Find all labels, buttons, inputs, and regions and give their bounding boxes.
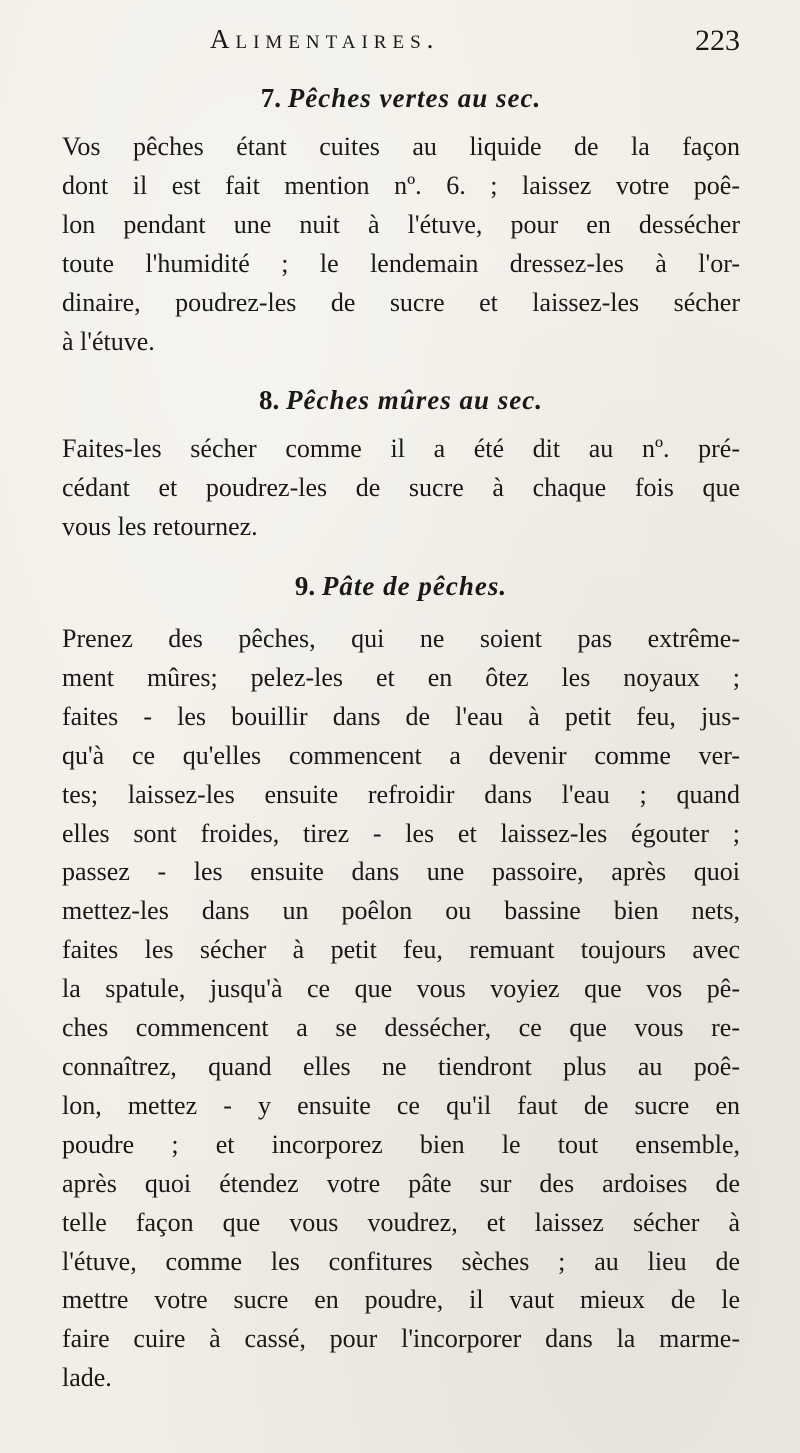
text-line: la spatule, jusqu'à ce que vous voyiez que vos pê-	[62, 974, 740, 1004]
section-number: 7.	[260, 83, 282, 113]
text-line: lon pendant une nuit à l'étuve, pour en dessécher	[62, 209, 740, 239]
text-line: vous les retournez.	[62, 511, 258, 541]
text-line: ment mûres; pelez-les et en ôtez les noyaux ;	[62, 662, 740, 692]
section-number: 8.	[259, 385, 280, 415]
section-paragraph	[62, 430, 740, 547]
section-pate-de-peches	[62, 566, 740, 1398]
text-line: telle façon que vous voudrez, et laissez sécher à	[62, 1207, 740, 1237]
text-line: dont il est fait mention nº. 6. ; laissez votre poê-	[62, 170, 740, 200]
text-line: faire cuire à cassé, pour l'incorporer dans la marme-	[62, 1324, 740, 1354]
section-heading	[62, 566, 740, 606]
text-line: à l'étuve.	[62, 326, 155, 356]
text-line: après quoi étendez votre pâte sur des ardoises de	[62, 1168, 740, 1198]
text-line: faites les sécher à petit feu, remuant toujours avec	[62, 935, 740, 965]
text-line: Prenez des pêches, qui ne soient pas extrême-	[62, 624, 740, 653]
text-line: poudre ; et incorporez bien le tout ensemble,	[62, 1129, 740, 1159]
text-line: ches commencent a se dessécher, ce que vous re-	[62, 1013, 740, 1043]
text-line: lade.	[62, 1363, 112, 1393]
section-heading	[62, 380, 740, 420]
text-line: tes; laissez-les ensuite refroidir dans l'eau ; quand	[62, 779, 740, 809]
text-line: connaîtrez, quand elles ne tiendront plus au poê-	[62, 1051, 740, 1081]
text-line: qu'à ce qu'elles commencent a devenir comme ver-	[62, 740, 740, 770]
section-number: 9.	[294, 571, 316, 601]
text-line: dinaire, poudrez-les de sucre et laissez-les sécher	[62, 287, 740, 317]
section-title: Pêches vertes au sec.	[287, 83, 542, 113]
text-line: Vos pêches étant cuites au liquide de la façon	[62, 132, 740, 161]
section-peches-vertes	[62, 78, 740, 361]
text-line: elles sont froides, tirez - les et laissez-les égouter ;	[62, 818, 740, 848]
text-line: mettre votre sucre en poudre, il vaut mieux de le	[62, 1285, 740, 1315]
text-line: mettez-les dans un poêlon ou bassine bien nets,	[62, 896, 740, 926]
text-line: l'étuve, comme les confitures sèches ; au lieu de	[62, 1246, 740, 1276]
page-header	[0, 24, 800, 64]
text-line: Faites-les sécher comme il a été dit au nº. pré-	[62, 434, 740, 463]
section-paragraph	[62, 128, 740, 361]
text-line: lon, mettez - y ensuite ce qu'il faut de sucre en	[62, 1090, 740, 1120]
section-title: Pêches mûres au sec.	[286, 385, 543, 415]
section-paragraph	[62, 620, 740, 1398]
text-line: passez - les ensuite dans une passoire, après quoi	[62, 857, 740, 887]
section-heading	[62, 78, 740, 118]
text-line: cédant et poudrez-les de sucre à chaque fois que	[62, 472, 740, 502]
running-head: Alimentaires.	[210, 24, 440, 54]
page-number: 223	[695, 24, 740, 57]
text-line: faites - les bouillir dans de l'eau à petit feu, jus-	[62, 701, 740, 731]
section-peches-mures	[62, 380, 740, 547]
section-title: Pâte de pêches.	[321, 571, 508, 601]
text-line: toute l'humidité ; le lendemain dressez-les à l'or-	[62, 248, 740, 278]
